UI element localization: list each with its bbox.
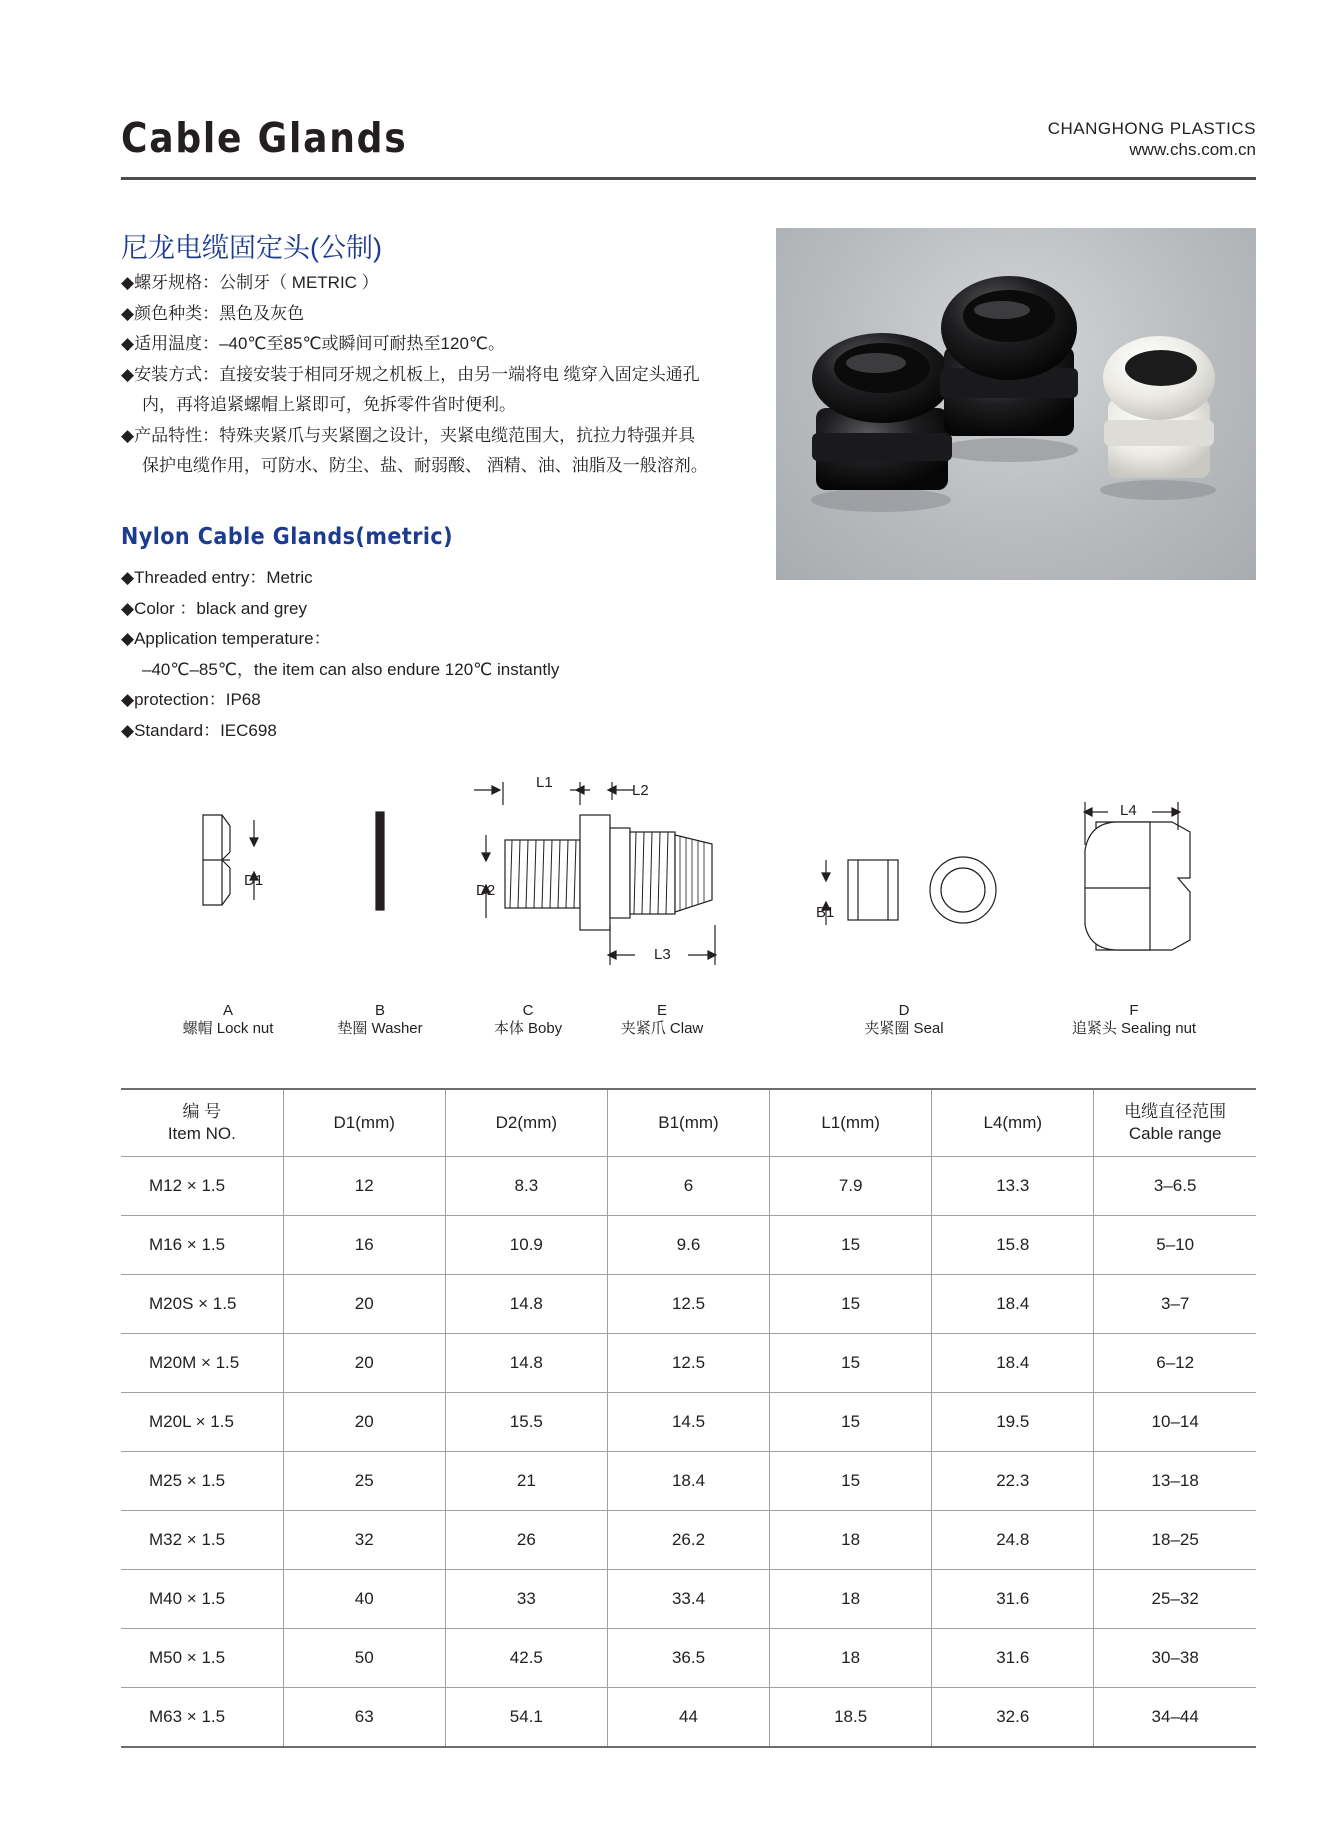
item-number-cell: M20S × 1.5 (121, 1275, 283, 1334)
part-label: 追紧头 Sealing nut (1071, 1020, 1197, 1037)
part-letter: B (374, 1002, 385, 1019)
english-spec-list (121, 563, 559, 746)
part-caption-a (150, 1002, 306, 1038)
item-number-cell: M20M × 1.5 (121, 1334, 283, 1393)
column-header: D2(mm) (445, 1089, 607, 1157)
item-number-cell: M25 × 1.5 (121, 1452, 283, 1511)
table-cell: 50 (283, 1629, 445, 1688)
cable-glands-illustration (776, 228, 1256, 580)
dimension-l2: L2 (632, 782, 649, 799)
table-cell: 31.6 (932, 1629, 1094, 1688)
spec-item: ◆螺牙规格：公制牙（ METRIC ） (121, 273, 379, 292)
company-name: CHANGHONG PLASTICS (1047, 119, 1256, 138)
black-gland-middle (940, 276, 1078, 436)
table-cell: 15.8 (932, 1216, 1094, 1275)
dimension-l3: L3 (654, 946, 671, 963)
part-caption-e (592, 1002, 732, 1038)
black-gland-left (812, 333, 952, 490)
table-cell: 21 (445, 1452, 607, 1511)
table-cell: 20 (283, 1334, 445, 1393)
table-cell: 10.9 (445, 1216, 607, 1275)
table-row (121, 1570, 1256, 1629)
column-header (1094, 1089, 1256, 1157)
table-cell: 24.8 (932, 1511, 1094, 1570)
column-header (121, 1089, 283, 1157)
item-number-cell: M50 × 1.5 (121, 1629, 283, 1688)
page-title: Cable Glands (121, 114, 408, 162)
table-row (121, 1275, 1256, 1334)
part-letter: C (522, 1002, 534, 1019)
table-cell: 12.5 (607, 1275, 769, 1334)
column-header-cn: 编 号 (182, 1102, 222, 1121)
table-header-row (121, 1089, 1256, 1157)
table-cell: 33.4 (607, 1570, 769, 1629)
table-cell: 14.8 (445, 1334, 607, 1393)
part-letter: A (222, 1002, 233, 1019)
table-row (121, 1216, 1256, 1275)
table-cell: 32 (283, 1511, 445, 1570)
table-cell: 3–6.5 (1094, 1157, 1256, 1216)
item-number-cell: M63 × 1.5 (121, 1688, 283, 1748)
column-header-en: Cable range (1128, 1124, 1222, 1143)
table-cell: 3–7 (1094, 1275, 1256, 1334)
table-cell: 20 (283, 1275, 445, 1334)
spec-item-continuation: 内，再将追紧螺帽上紧即可，免拆零件省时便利。 (142, 395, 516, 414)
table-cell: 12 (283, 1157, 445, 1216)
english-title: Nylon Cable Glands(metric) (121, 524, 454, 550)
table-cell: 32.6 (932, 1688, 1094, 1748)
column-header: B1(mm) (607, 1089, 769, 1157)
table-cell: 33 (445, 1570, 607, 1629)
part-caption-d (834, 1002, 974, 1038)
table-cell: 6–12 (1094, 1334, 1256, 1393)
part-label: 本体 Boby (493, 1020, 563, 1037)
table-cell: 15 (770, 1216, 932, 1275)
table-cell: 16 (283, 1216, 445, 1275)
table-row (121, 1511, 1256, 1570)
chinese-spec-list (121, 268, 708, 482)
table-cell: 6 (607, 1157, 769, 1216)
spec-table (121, 1088, 1256, 1748)
table-cell: 18 (770, 1629, 932, 1688)
table-row (121, 1157, 1256, 1216)
dimension-l4: L4 (1120, 802, 1137, 819)
technical-drawing (0, 760, 1342, 1040)
lock-nut-drawing (203, 815, 258, 905)
white-gland (1103, 336, 1215, 478)
body-drawing (474, 782, 716, 965)
item-number-cell: M32 × 1.5 (121, 1511, 283, 1570)
website-link[interactable]: www.chs.com.cn (1129, 140, 1256, 159)
table-cell: 5–10 (1094, 1216, 1256, 1275)
part-label: 垫圈 Washer (337, 1020, 423, 1037)
table-cell: 18–25 (1094, 1511, 1256, 1570)
table-cell: 18.5 (770, 1688, 932, 1748)
part-caption-f (1044, 1002, 1224, 1038)
part-letter: E (656, 1002, 667, 1019)
table-cell: 18 (770, 1570, 932, 1629)
dimension-l1: L1 (536, 774, 553, 791)
table-cell: 26.2 (607, 1511, 769, 1570)
table-cell: 14.8 (445, 1275, 607, 1334)
washer-drawing (376, 812, 384, 910)
item-number-cell: M16 × 1.5 (121, 1216, 283, 1275)
table-cell: 63 (283, 1688, 445, 1748)
part-caption-b (310, 1002, 450, 1038)
part-caption-c (458, 1002, 598, 1038)
table-cell: 15 (770, 1393, 932, 1452)
chinese-title: 尼龙电缆固定头(公制) (121, 233, 382, 263)
spec-item-continuation: –40℃–85℃，the item can also endure 120℃ instantly (142, 659, 560, 679)
spec-item: ◆Application temperature： (121, 629, 331, 648)
table-cell: 54.1 (445, 1688, 607, 1748)
spec-item: ◆Color ：black and grey (121, 598, 307, 618)
column-header-en: Item NO. (167, 1124, 236, 1143)
spec-item: ◆Threaded entry：Metric (121, 568, 313, 587)
table-cell: 14.5 (607, 1393, 769, 1452)
table-cell: 25–32 (1094, 1570, 1256, 1629)
spec-item: ◆安装方式：直接安装于相同牙规之机板上，由另一端将电 缆穿入固定头通孔 (121, 364, 700, 384)
table-cell: 9.6 (607, 1216, 769, 1275)
table-cell: 19.5 (932, 1393, 1094, 1452)
component-diagram (0, 760, 1342, 1040)
part-label: 螺帽 Lock nut (182, 1020, 274, 1037)
header-divider (121, 177, 1256, 180)
table-cell: 18.4 (932, 1334, 1094, 1393)
spec-item: ◆适用温度：–40℃至85℃或瞬间可耐热至120℃。 (121, 334, 505, 353)
table-row (121, 1452, 1256, 1511)
table-cell: 10–14 (1094, 1393, 1256, 1452)
table-cell: 15 (770, 1452, 932, 1511)
table-cell: 15 (770, 1334, 932, 1393)
dimension-b1: B1 (816, 904, 835, 921)
table-cell: 42.5 (445, 1629, 607, 1688)
spec-item-continuation: 保护电缆作用，可防水、防尘、盐、耐弱酸、 酒精、油、油脂及一般溶剂。 (142, 456, 708, 475)
part-letter: D (898, 1002, 910, 1019)
part-letter: F (1129, 1002, 1139, 1019)
table-cell: 13–18 (1094, 1452, 1256, 1511)
dimension-d1: D1 (244, 872, 264, 889)
item-number-cell: M20L × 1.5 (121, 1393, 283, 1452)
table-cell: 18.4 (607, 1452, 769, 1511)
spec-item: ◆Standard：IEC698 (121, 720, 277, 740)
table-cell: 15.5 (445, 1393, 607, 1452)
table-cell: 22.3 (932, 1452, 1094, 1511)
dimension-d2: D2 (476, 882, 496, 899)
table-cell: 8.3 (445, 1157, 607, 1216)
spec-item: ◆颜色种类：黑色及灰色 (121, 303, 305, 323)
table-cell: 31.6 (932, 1570, 1094, 1629)
table-body (121, 1157, 1256, 1748)
product-photo (776, 228, 1256, 580)
table-cell: 12.5 (607, 1334, 769, 1393)
table-cell: 18 (770, 1511, 932, 1570)
table-cell: 15 (770, 1275, 932, 1334)
item-number-cell: M12 × 1.5 (121, 1157, 283, 1216)
table-cell: 25 (283, 1452, 445, 1511)
spec-item: ◆protection：IP68 (121, 690, 261, 709)
table-cell: 20 (283, 1393, 445, 1452)
table-row (121, 1688, 1256, 1748)
seal-drawing (822, 857, 996, 925)
column-header: L4(mm) (932, 1089, 1094, 1157)
brand-block (1048, 118, 1256, 160)
table-cell: 26 (445, 1511, 607, 1570)
table-row (121, 1629, 1256, 1688)
column-header: D1(mm) (283, 1089, 445, 1157)
column-header: L1(mm) (770, 1089, 932, 1157)
sealing-nut-drawing (1084, 802, 1190, 950)
column-header-cn: 电缆直径范围 (1124, 1102, 1227, 1121)
table-cell: 7.9 (770, 1157, 932, 1216)
table-cell: 30–38 (1094, 1629, 1256, 1688)
table-cell: 40 (283, 1570, 445, 1629)
table-cell: 18.4 (932, 1275, 1094, 1334)
table-cell: 36.5 (607, 1629, 769, 1688)
part-label: 夹紧爪 Claw (620, 1020, 704, 1037)
table-cell: 44 (607, 1688, 769, 1748)
table-cell: 34–44 (1094, 1688, 1256, 1748)
table-row (121, 1334, 1256, 1393)
item-number-cell: M40 × 1.5 (121, 1570, 283, 1629)
table-row (121, 1393, 1256, 1452)
part-label: 夹紧圈 Seal (864, 1020, 944, 1037)
spec-item: ◆产品特性：特殊夹紧爪与夹紧圈之设计，夹紧电缆范围大，抗拉力特强并具 (121, 425, 696, 445)
table-cell: 13.3 (932, 1157, 1094, 1216)
